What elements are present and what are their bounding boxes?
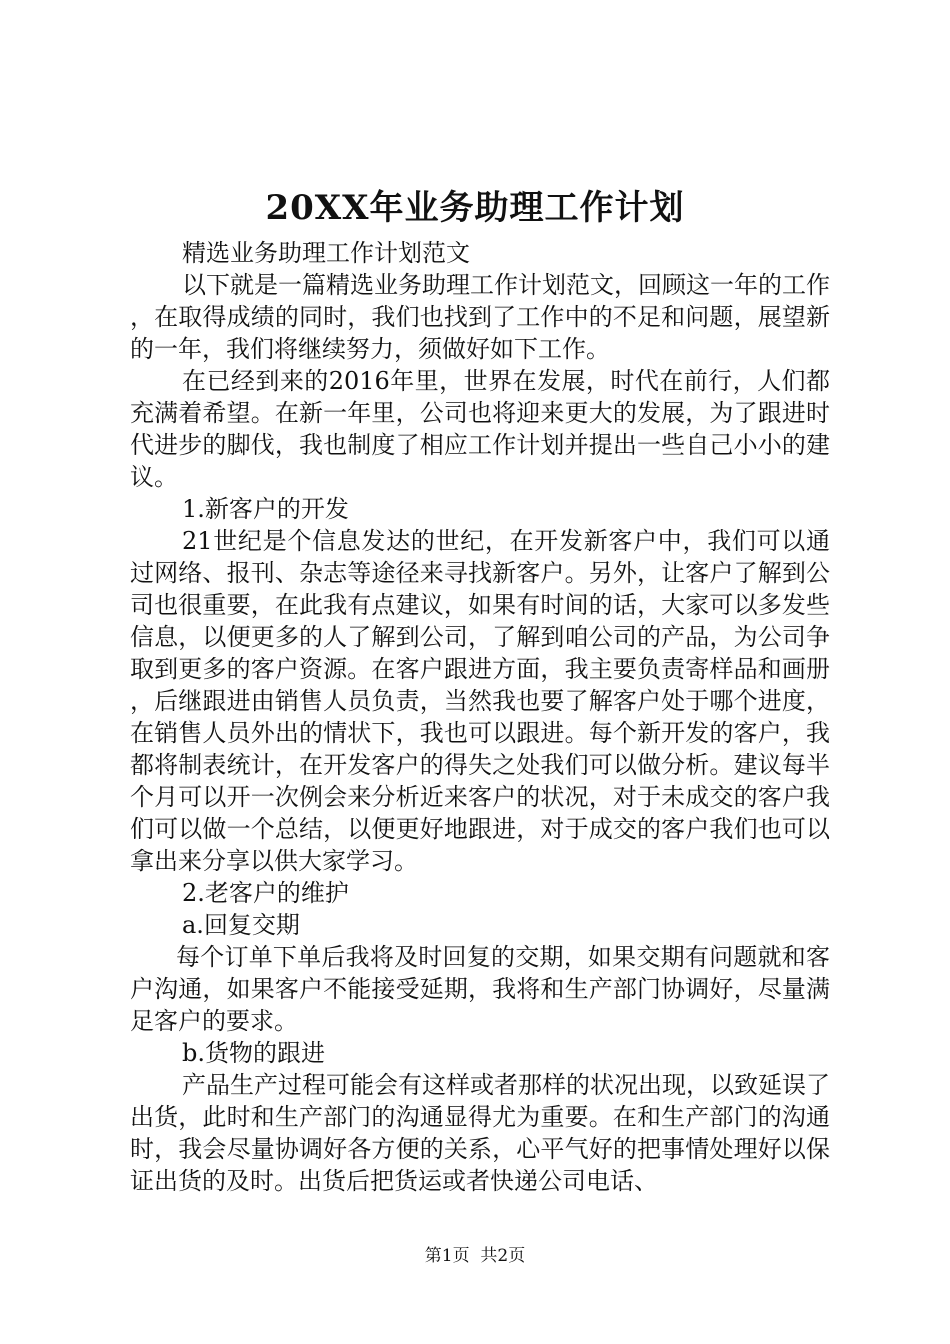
- heading-delivery-reply: a.回复交期: [182, 911, 300, 939]
- paragraph-intro: 以下就是一篇精选业务助理工作计划范文，回顾这一年的工作，在取得成绩的同时，我们也找到了工作中的不足和问题，展望新的一年，我们将继续努力，须做好如下工作。: [130, 271, 830, 363]
- page-number: 第1页: [424, 1246, 470, 1266]
- heading-new-customers: 1.新客户的开发: [182, 495, 349, 523]
- document-body: [130, 237, 830, 1197]
- paragraph-subtitle: 精选业务助理工作计划范文: [182, 239, 470, 267]
- heading-goods-followup: b.货物的跟进: [182, 1039, 325, 1067]
- paragraph-outlook: 在已经到来的2016年里，世界在发展，时代在前行，人们都充满着希望。在新一年里，公司也将迎来更大的发展，为了跟进时代进步的脚伐，我也制度了相应工作计划并提出一些自己小小的建议。: [130, 367, 830, 491]
- paragraph-new-customers: 21世纪是个信息发达的世纪，在开发新客户中，我们可以通过网络、报刊、杂志等途径来寻找新客户。另外，让客户了解到公司也很重要，在此我有点建议，如果有时间的话，大家可以多发些信息，以便更多的人了解到公司，了解到咱公司的产品，为公司争取到更多的客户资源。在客户跟进方面，我主要负责寄样品和画册，后继跟进由销售人员负责，当然我也要了解客户处于哪个进度，在销售人员外出的情状下，我也可以跟进。每个新开发的客户，我都将制表统计，在开发客户的得失之处我们可以做分析。建议每半个月可以开一次例会来分析近来客户的状况，对于未成交的客户我们可以做一个总结，以便更好地跟进，对于成交的客户我们也可以拿出来分享以供大家学习。: [130, 527, 830, 875]
- paragraph-delivery-reply: 每个订单下单后我将及时回复的交期，如果交期有问题就和客户沟通，如果客户不能接受延期，我将和生产部门协调好，尽量满足客户的要求。: [130, 943, 830, 1035]
- page-footer: [0, 1244, 950, 1268]
- paragraph-goods-followup: 产品生产过程可能会有这样或者那样的状况出现，以致延误了出货，此时和生产部门的沟通显得尤为重要。在和生产部门的沟通时，我会尽量协调好各方便的关系，心平气好的把事情处理好以保证出货的及时。出货后把货运或者快递公司电话、: [130, 1071, 830, 1195]
- heading-old-customers: 2.老客户的维护: [182, 879, 349, 907]
- document-title: 20XX年业务助理工作计划: [265, 188, 685, 228]
- page-total: 共2页: [480, 1246, 526, 1266]
